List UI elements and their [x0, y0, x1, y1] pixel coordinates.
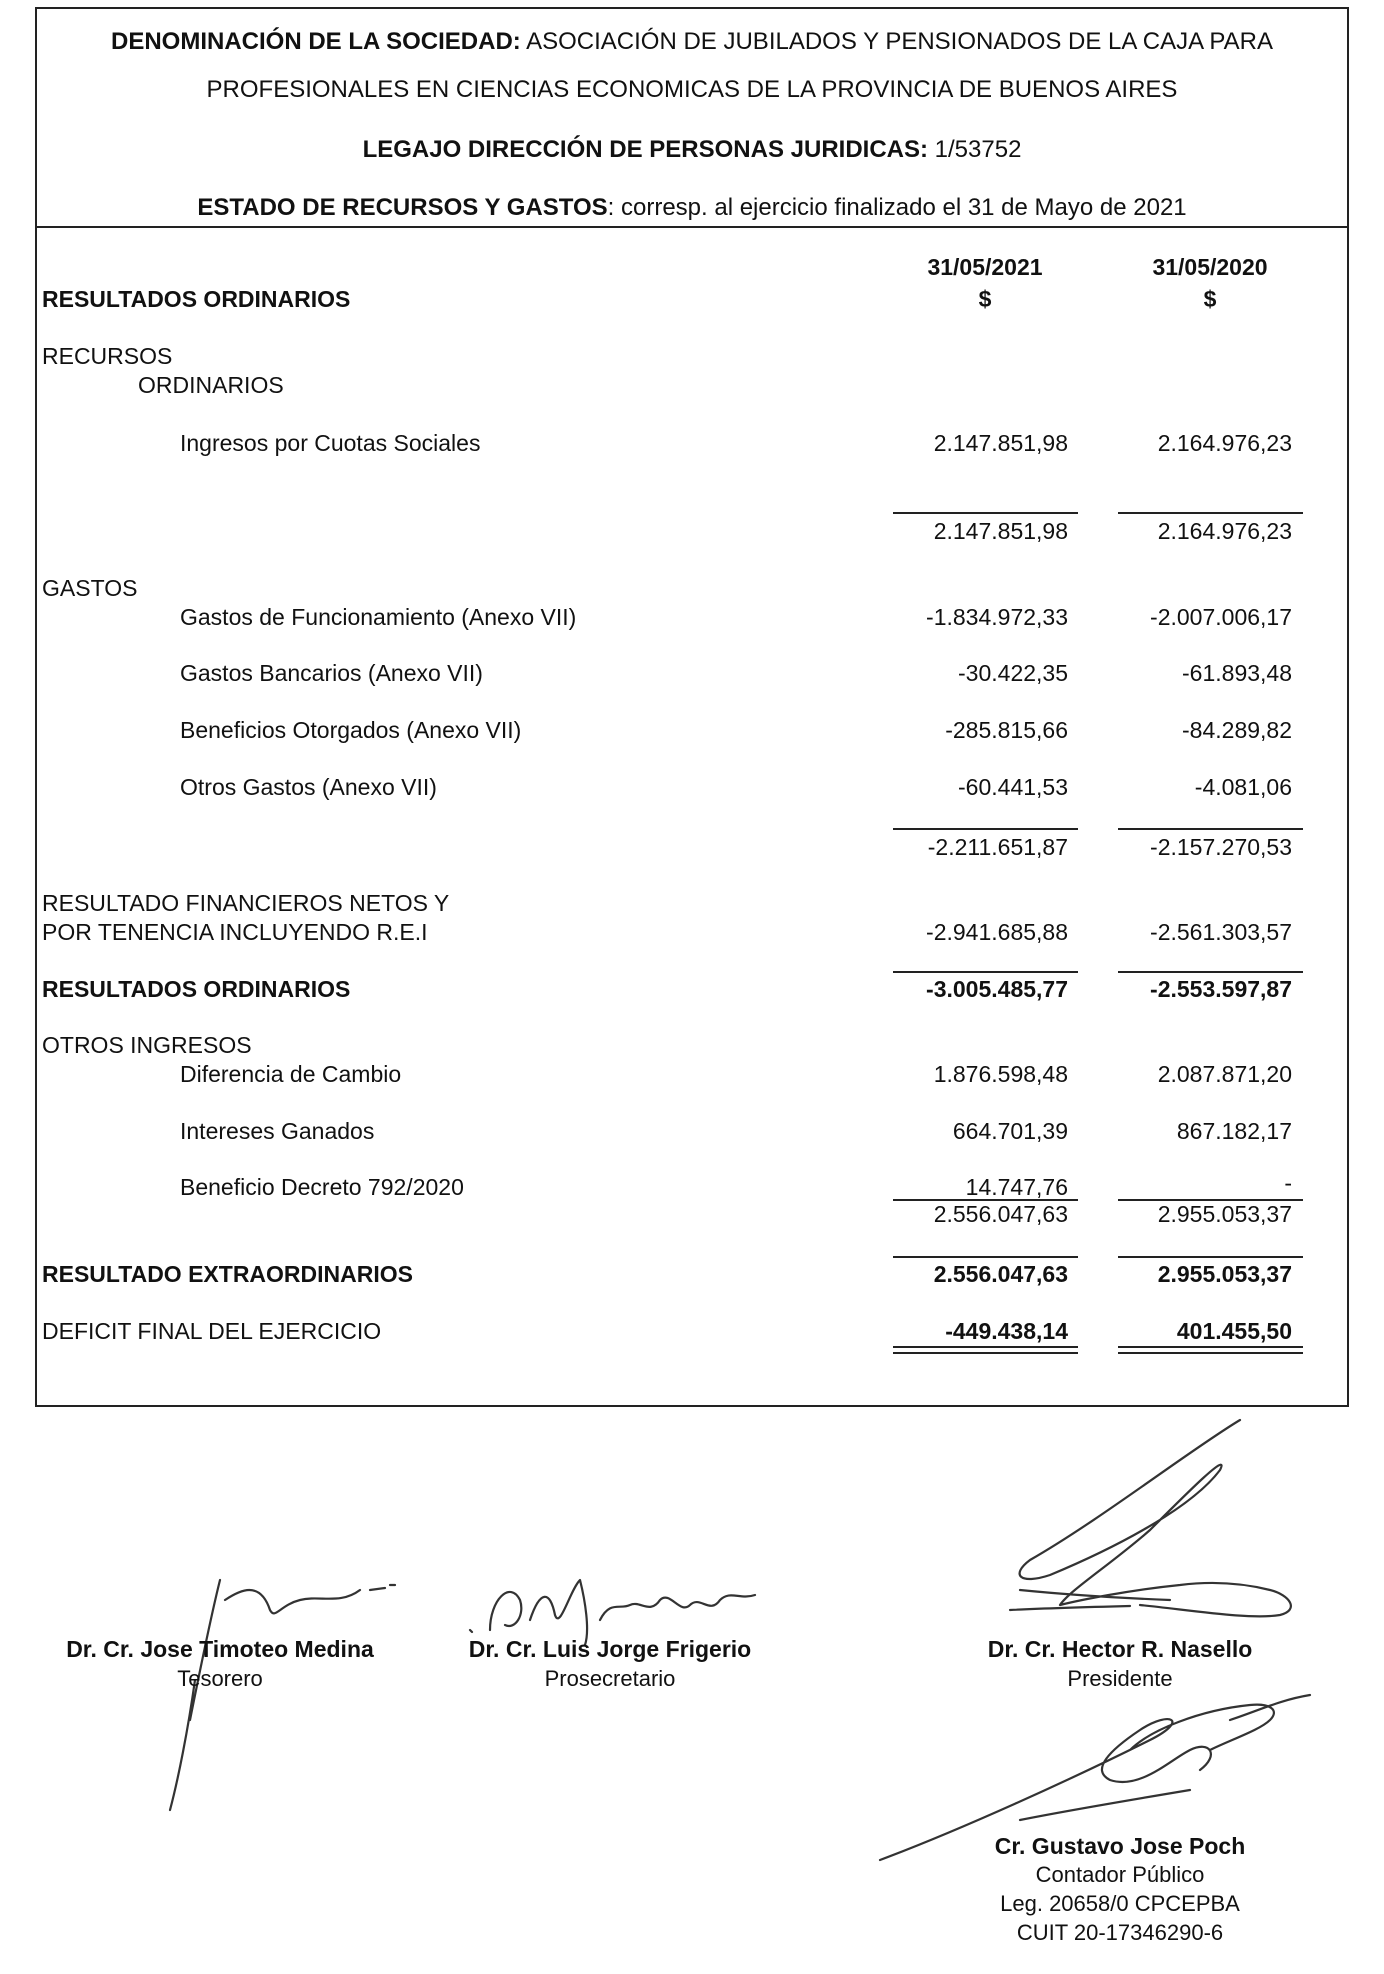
presidente-role: Presidente — [1067, 1666, 1173, 1691]
resultados-ordinarios-2020: -2.553.597,87 — [1150, 976, 1292, 1002]
col1-currency: $ — [978, 286, 992, 312]
legajo-label: LEGAJO DIRECCIÓN DE PERSONAS JURIDICAS: — [362, 136, 928, 163]
contador-name: Cr. Gustavo Jose Poch — [994, 1833, 1246, 1859]
prosecretario-role: Prosecretario — [544, 1666, 676, 1691]
contador-role: Contador Público — [1035, 1862, 1205, 1887]
gastos-subtotal-2021: -2.211.651,87 — [927, 834, 1068, 860]
denominacion-label: DENOMINACIÓN DE LA SOCIEDAD: — [110, 28, 521, 55]
otros-gastos-label: Otros Gastos (Anexo VII) — [180, 774, 437, 800]
deficit-double-rule-2021 — [893, 1346, 1078, 1354]
diferencia-cambio-2021: 1.876.598,48 — [933, 1061, 1068, 1087]
denominacion-value-1: ASOCIACIÓN DE JUBILADOS Y PENSIONADOS DE LA CAJA PARA — [526, 28, 1274, 55]
ordinarios-rule-2021 — [893, 971, 1078, 973]
contador-legajo: Leg. 20658/0 CPCEPBA — [1000, 1891, 1240, 1916]
diferencia-cambio-label: Diferencia de Cambio — [180, 1061, 402, 1087]
beneficio-decreto-label: Beneficio Decreto 792/2020 — [180, 1174, 464, 1200]
extraordinarios-rule-2021 — [893, 1256, 1078, 1258]
col2-currency: $ — [1203, 286, 1217, 312]
contador-cuit: CUIT 20-17346290-6 — [1016, 1920, 1224, 1945]
resultados-ordinarios-label: RESULTADOS ORDINARIOS — [42, 976, 351, 1002]
resultado-financieros-label-2: POR TENENCIA INCLUYENDO R.E.I — [42, 919, 428, 945]
ordinarios-label: ORDINARIOS — [138, 372, 284, 398]
intereses-ganados-label: Intereses Ganados — [180, 1118, 375, 1144]
resultado-financieros-label-1: RESULTADO FINANCIEROS NETOS Y — [42, 890, 450, 916]
presidente-name: Dr. Cr. Hector R. Nasello — [987, 1636, 1253, 1662]
ordinarios-rule-2020 — [1118, 971, 1303, 973]
gastos-rule-2021 — [893, 828, 1078, 830]
deficit-final-2021: -449.438,14 — [945, 1318, 1068, 1344]
recursos-rule-2020 — [1118, 512, 1303, 514]
estado-value: : corresp. al ejercicio finalizado el 31 de Mayo de 2021 — [607, 194, 1187, 221]
gastos-funcionamiento-2021: -1.834.972,33 — [926, 604, 1068, 630]
gastos-bancarios-label: Gastos Bancarios (Anexo VII) — [180, 660, 483, 686]
resultado-extraordinarios-label: RESULTADO EXTRAORDINARIOS — [42, 1261, 413, 1287]
legajo-value: 1/53752 — [934, 136, 1022, 163]
tesorero-role: Tesorero — [177, 1666, 263, 1691]
deficit-double-rule-2020 — [1118, 1346, 1303, 1354]
resultado-financieros-2020: -2.561.303,57 — [1150, 919, 1292, 945]
otros-ingresos-subtotal-2020: 2.955.053,37 — [1157, 1201, 1292, 1227]
beneficios-otorgados-label: Beneficios Otorgados (Anexo VII) — [180, 717, 522, 743]
denominacion-value-2: PROFESIONALES EN CIENCIAS ECONOMICAS DE LA PROVINCIA DE BUENOS AIRES — [206, 76, 1178, 103]
resultado-financieros-2021: -2.941.685,88 — [926, 919, 1068, 945]
cuotas-sociales-2020: 2.164.976,23 — [1157, 430, 1292, 456]
beneficio-decreto-2020: - — [1284, 1170, 1292, 1196]
gastos-subtotal-2020: -2.157.270,53 — [1150, 834, 1292, 860]
recursos-rule-2021 — [893, 512, 1078, 514]
gastos-bancarios-2020: -61.893,48 — [1182, 660, 1292, 686]
recursos-subtotal-2021: 2.147.851,98 — [933, 518, 1068, 544]
col2-date: 31/05/2020 — [1152, 254, 1268, 280]
deficit-final-label: DEFICIT FINAL DEL EJERCICIO — [42, 1318, 382, 1344]
gastos-rule-2020 — [1118, 828, 1303, 830]
otros-gastos-2020: -4.081,06 — [1194, 774, 1292, 800]
gastos-funcionamiento-label: Gastos de Funcionamiento (Anexo VII) — [180, 604, 577, 630]
legajo-line — [35, 136, 1349, 164]
resultados-ordinarios-title: RESULTADOS ORDINARIOS — [42, 286, 351, 312]
recursos-label: RECURSOS — [42, 343, 173, 369]
beneficios-otorgados-2020: -84.289,82 — [1182, 717, 1292, 743]
gastos-bancarios-2021: -30.422,35 — [958, 660, 1068, 686]
resultado-extraordinarios-2020: 2.955.053,37 — [1157, 1261, 1292, 1287]
otros-ingresos-subtotal-2021: 2.556.047,63 — [933, 1201, 1068, 1227]
gastos-funcionamiento-2020: -2.007.006,17 — [1150, 604, 1292, 630]
recursos-subtotal-2020: 2.164.976,23 — [1157, 518, 1292, 544]
col1-date: 31/05/2021 — [927, 254, 1043, 280]
beneficios-otorgados-2021: -285.815,66 — [945, 717, 1068, 743]
extraordinarios-rule-2020 — [1118, 1256, 1303, 1258]
deficit-final-2020: 401.455,50 — [1176, 1318, 1292, 1344]
prosecretario-name: Dr. Cr. Luis Jorge Frigerio — [468, 1636, 752, 1662]
diferencia-cambio-2020: 2.087.871,20 — [1157, 1061, 1292, 1087]
cuotas-sociales-label: Ingresos por Cuotas Sociales — [180, 430, 481, 456]
beneficio-decreto-2021: 14.747,76 — [965, 1174, 1068, 1200]
cuotas-sociales-2021: 2.147.851,98 — [933, 430, 1068, 456]
intereses-ganados-2021: 664.701,39 — [952, 1118, 1068, 1144]
resultados-ordinarios-2021: -3.005.485,77 — [926, 976, 1068, 1002]
signature-presidente — [990, 1410, 1330, 1640]
estado-label: ESTADO DE RECURSOS Y GASTOS — [197, 194, 608, 221]
otros-gastos-2021: -60.441,53 — [958, 774, 1068, 800]
estado-line — [35, 194, 1349, 222]
resultado-extraordinarios-2021: 2.556.047,63 — [933, 1261, 1068, 1287]
tesorero-name: Dr. Cr. Jose Timoteo Medina — [66, 1636, 374, 1662]
header-separator — [35, 226, 1349, 228]
gastos-label: GASTOS — [42, 575, 138, 601]
intereses-ganados-2020: 867.182,17 — [1176, 1118, 1292, 1144]
denominacion-line — [35, 28, 1349, 56]
otros-ingresos-label: OTROS INGRESOS — [42, 1032, 252, 1058]
